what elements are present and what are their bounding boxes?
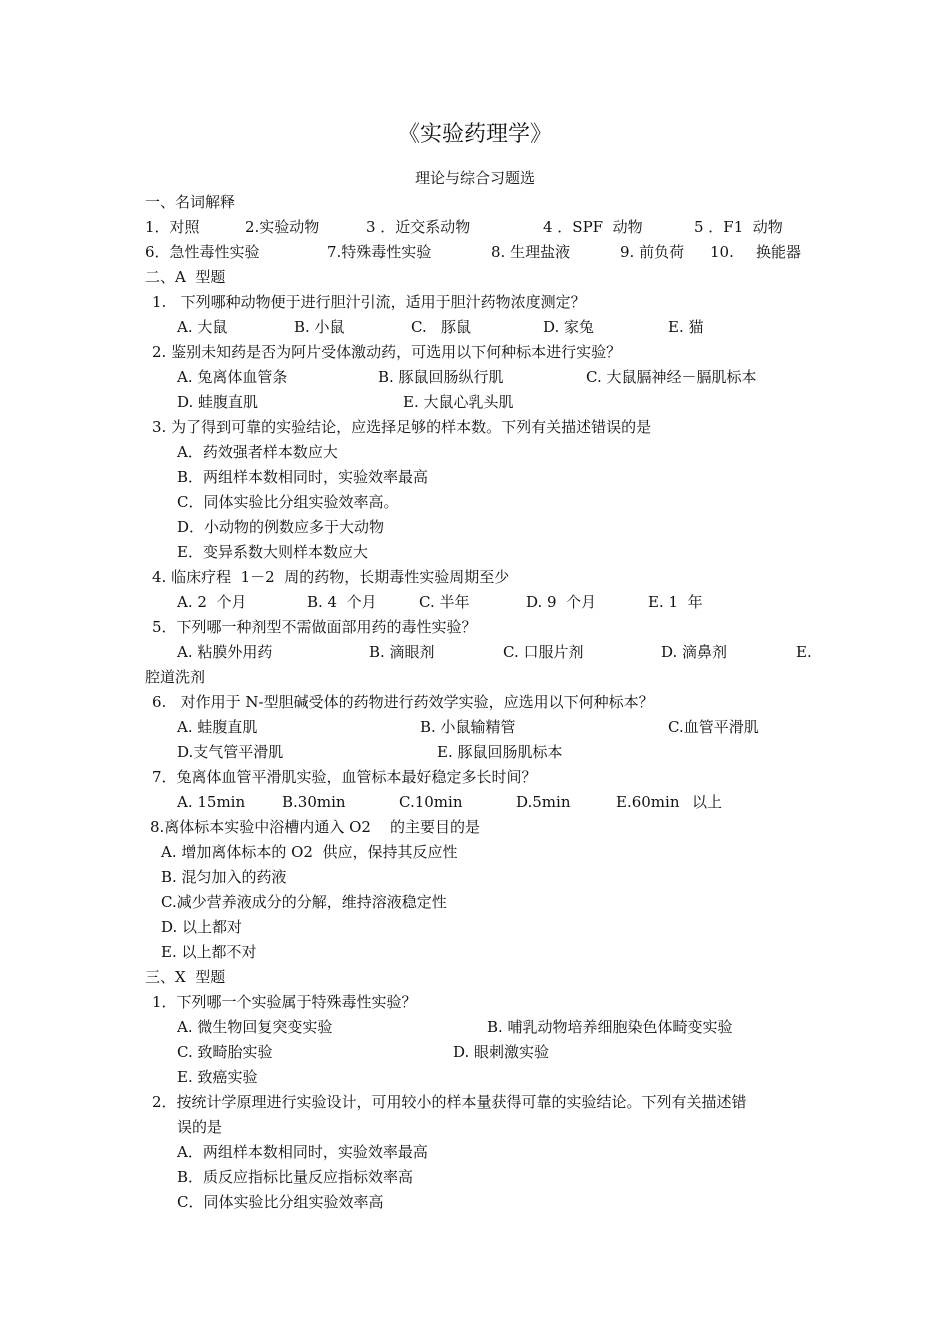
question-stem: 4. 临床疗程 1－2 周的药物，长期毒性实验周期至少 bbox=[152, 568, 510, 586]
option: A. 2 个月 bbox=[177, 593, 247, 611]
option: D．小动物的例数应多于大动物 bbox=[177, 518, 385, 536]
question-stem: 2. 鉴别未知药是否为阿片受体激动药，可选用以下何种标本进行实验？ bbox=[152, 343, 622, 361]
option: D.支气管平滑肌 bbox=[177, 743, 284, 761]
option: B. 4 个月 bbox=[307, 593, 377, 611]
option: A．药效强者样本数应大 bbox=[177, 443, 338, 461]
option-continuation: 腔道洗剂 bbox=[145, 668, 206, 686]
option: E. 以上都不对 bbox=[161, 943, 257, 961]
option: D. 蛙腹直肌 bbox=[177, 393, 259, 411]
option: E. bbox=[796, 643, 812, 661]
option: D.5min bbox=[516, 793, 571, 811]
option: C. 致畸胎实验 bbox=[177, 1043, 273, 1061]
section-heading: 一、名词解释 bbox=[145, 193, 236, 211]
term-item: 10. bbox=[710, 243, 734, 261]
question-stem: 6. 对作用于 N-型胆碱受体的药物进行药效学实验，应选用以下何种标本？ bbox=[152, 693, 654, 711]
option: E.60min bbox=[616, 793, 680, 811]
option: C. 口服片剂 bbox=[503, 643, 584, 661]
term-item: 8. 生理盐液 bbox=[491, 243, 571, 261]
question-stem-continuation: 误的是 bbox=[177, 1118, 223, 1136]
option: B. 小鼠 bbox=[294, 318, 345, 336]
option: E．变异系数大则样本数应大 bbox=[177, 543, 368, 561]
term-item: 7.特殊毒性实验 bbox=[327, 243, 432, 261]
option: C.10min bbox=[399, 793, 463, 811]
option: B．两组样本数相同时，实验效率最高 bbox=[177, 468, 429, 486]
option: B. 混匀加入的药液 bbox=[161, 868, 287, 886]
option: D. 眼刺激实验 bbox=[453, 1043, 550, 1061]
section-heading: 二、A 型题 bbox=[145, 268, 226, 286]
option: 以上 bbox=[692, 793, 723, 811]
option: C．同体实验比分组实验效率高。 bbox=[177, 493, 399, 511]
term-item: 1．对照 bbox=[145, 218, 200, 236]
option: A. 粘膜外用药 bbox=[177, 643, 273, 661]
option: C. 大鼠膈神经－膈肌标本 bbox=[586, 368, 757, 386]
question-stem: 7．兔离体血管平滑肌实验，血管标本最好稳定多长时间？ bbox=[152, 768, 537, 786]
option: E. 致癌实验 bbox=[177, 1068, 258, 1086]
option: C．同体实验比分组实验效率高 bbox=[177, 1193, 384, 1211]
option: A. 大鼠 bbox=[177, 318, 228, 336]
option: B. 滴眼剂 bbox=[369, 643, 435, 661]
option: A. 兔离体血管条 bbox=[177, 368, 288, 386]
option: E. 猫 bbox=[668, 318, 704, 336]
question-stem: 3. 为了得到可靠的实验结论，应选择足够的样本数。下列有关描述错误的是 bbox=[152, 418, 652, 436]
option: E. 1 年 bbox=[648, 593, 703, 611]
option: C. 半年 bbox=[419, 593, 470, 611]
option: A. 微生物回复突变实验 bbox=[177, 1018, 333, 1036]
term-item: 6．急性毒性实验 bbox=[145, 243, 260, 261]
term-item: 5 ．F1 动物 bbox=[694, 218, 783, 236]
term-item: 换能器 bbox=[756, 243, 802, 261]
question-stem: 2．按统计学原理进行实验设计，可用较小的样本量获得可靠的实验结论。下列有关描述错 bbox=[152, 1093, 747, 1111]
term-item: 4 ．SPF 动物 bbox=[543, 218, 643, 236]
option: A. 15min bbox=[177, 793, 246, 811]
option: A. 蛙腹直肌 bbox=[177, 718, 258, 736]
document-subtitle: 理论与综合习题选 bbox=[414, 169, 535, 187]
section-heading: 三、X 型题 bbox=[145, 968, 226, 986]
term-item: 2.实验动物 bbox=[245, 218, 320, 236]
option: C.血管平滑肌 bbox=[668, 718, 759, 736]
question-stem: 1．下列哪一个实验属于特殊毒性实验？ bbox=[152, 993, 417, 1011]
option: A．两组样本数相同时，实验效率最高 bbox=[177, 1143, 428, 1161]
option: C. 豚鼠 bbox=[411, 318, 472, 336]
option: D. 以上都对 bbox=[161, 918, 243, 936]
term-item: 3 ．近交系动物 bbox=[366, 218, 471, 236]
term-item: 9. 前负荷 bbox=[620, 243, 685, 261]
option: D. 滴鼻剂 bbox=[661, 643, 728, 661]
question-stem: 1. 下列哪种动物便于进行胆汁引流，适用于胆汁药物浓度测定？ bbox=[152, 293, 586, 311]
option: D. 9 个月 bbox=[526, 593, 597, 611]
option: C.减少营养液成分的分解，维持溶液稳定性 bbox=[161, 893, 447, 911]
option: B．质反应指标比量反应指标效率高 bbox=[177, 1168, 414, 1186]
option: B.30min bbox=[282, 793, 346, 811]
option: A. 增加离体标本的 O2 供应，保持其反应性 bbox=[161, 843, 458, 861]
option: B. 小鼠输精管 bbox=[420, 718, 516, 736]
option: B. 豚鼠回肠纵行肌 bbox=[378, 368, 504, 386]
option: E. 大鼠心乳头肌 bbox=[403, 393, 514, 411]
option: D. 家兔 bbox=[543, 318, 595, 336]
question-stem: 8.离体标本实验中浴槽内通入 O2 的主要目的是 bbox=[150, 818, 480, 836]
question-stem: 5．下列哪一种剂型不需做面部用药的毒性实验？ bbox=[152, 618, 477, 636]
option: B. 哺乳动物培养细胞染色体畸变实验 bbox=[487, 1018, 733, 1036]
document-title: 《实验药理学》 bbox=[397, 122, 552, 147]
option: E. 豚鼠回肠肌标本 bbox=[437, 743, 563, 761]
